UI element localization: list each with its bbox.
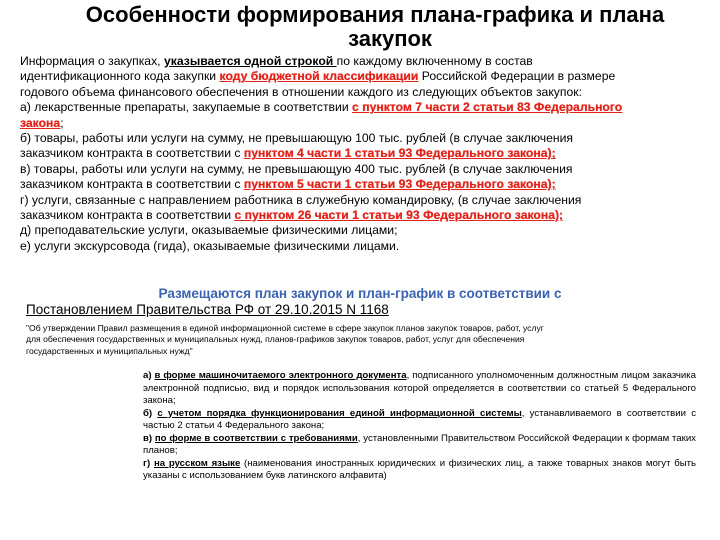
law-link-p4[interactable]: пунктом 4 части 1 статьи 93 Федерального закона); — [243, 146, 556, 161]
law-link-p26[interactable]: с пунктом 26 части 1 статьи 93 Федерального закона); — [234, 208, 564, 223]
intro-text: идентификационного кода закупки — [20, 69, 220, 84]
requirement-d-text: (наименования иностранных юридических и физических лиц, а также товарных знаков могут быть указаны с использованием букв латинского алфавита) — [143, 457, 697, 481]
one-line-emphasis: указывается одной строкой — [163, 54, 337, 68]
requirement-b-emphasis: с учетом порядка функционирования единой информационной системы — [157, 407, 522, 419]
intro-text: Информация о закупках, — [20, 54, 164, 68]
item-d-line-1: г) услуги, связанные с направлением работника в служебную командировку, (в случае заключения — [20, 192, 582, 207]
law-link-art83-cont[interactable]: закона — [20, 115, 61, 130]
intro-text: Российской Федерации в размере — [418, 69, 616, 84]
requirement-a-emphasis: в форме машиночитаемого электронного документа — [154, 370, 407, 381]
requirements-list — [143, 370, 696, 483]
budget-code-link[interactable]: коду бюджетной классификации — [219, 69, 419, 84]
item-a-line-1 — [20, 100, 710, 115]
item-a-text: а) лекарственные препараты, закупаемые в соответствии — [20, 100, 353, 115]
item-a-line-2 — [20, 116, 710, 131]
requirement-c-text: , установленными Правительством Российской Федерации к формам таких планов; — [143, 432, 696, 456]
intro-line-2 — [20, 69, 710, 84]
item-e-line: д) преподавательские услуги, оказываемые физическими лицами; — [20, 223, 398, 238]
item-a-end: ; — [60, 115, 64, 130]
requirement-c-emphasis: по форме в соответствии с требованиями — [154, 432, 358, 444]
item-d-line-2 — [20, 208, 710, 223]
requirement-b-label: б) — [143, 407, 158, 419]
requirement-d-emphasis: на русском языке — [153, 457, 241, 469]
requirement-b-text: , устанавливаемого в соответствии с частью 2 статьи 4 Федерального закона; — [143, 407, 696, 431]
placement-heading — [20, 286, 710, 318]
intro-text: по каждому включенному в состав — [336, 54, 533, 68]
quote-line-3: государственных и муниципальных нужд" — [26, 345, 193, 356]
item-b-line-2 — [20, 146, 710, 161]
law-link-p5[interactable]: пунктом 5 части 1 статьи 93 Федерального закона); — [243, 177, 556, 192]
requirement-a — [143, 370, 696, 408]
requirement-d — [143, 458, 696, 483]
requirement-c — [143, 433, 696, 458]
page-title-line-2: закупок — [348, 26, 432, 51]
page-title-line-1: Особенности формирования плана-графика и плана — [85, 2, 665, 27]
item-f-line: е) услуги экскурсовода (гида), оказываемые физическими лицами. — [20, 238, 400, 253]
intro-line-3: годового объема финансового обеспечения в отношении каждого из следующих объектов закупок: — [20, 84, 582, 99]
decree-reference: Постановлением Правительства РФ от 29.10.2015 N 1168 — [26, 302, 389, 317]
decree-title-quote — [26, 323, 706, 357]
quote-line-2: для обеспечения государственных и муниципальных нужд, планов-графиков закупок товаров, работ, услуг для обеспечения — [26, 334, 525, 345]
item-c-line-2 — [20, 177, 710, 192]
requirement-a-label: а) — [143, 370, 155, 381]
intro-line-1 — [20, 54, 710, 69]
requirement-c-label: в) — [143, 432, 155, 444]
item-b-text: заказчиком контракта в соответствии с — [20, 146, 244, 161]
requirement-d-label: г) — [143, 457, 154, 469]
item-d-text: заказчиком контракта в соответствии — [20, 208, 235, 223]
placement-heading-text: Размещаются план закупок и план-график в соответствии с — [158, 286, 562, 301]
requirement-b — [143, 408, 696, 433]
item-c-text: заказчиком контракта в соответствии с — [20, 177, 244, 192]
law-link-art83[interactable]: с пунктом 7 части 2 статьи 83 Федерального — [352, 100, 623, 115]
quote-line-1: "Об утверждении Правил размещения в единой информационной системе в сфере закупок планов закупок товаров, работ, услуг — [26, 323, 544, 333]
item-b-line-1: б) товары, работы или услуги на сумму, не превышающую 100 тыс. рублей (в случае заключения — [20, 131, 574, 146]
item-c-line-1: в) товары, работы или услуги на сумму, не превышающую 400 тыс. рублей (в случае заключения — [20, 161, 573, 176]
intro-paragraph — [20, 54, 710, 254]
requirement-a-text: , подписанного уполномоченным должностным лицом заказчика электронной подписью, вид и порядок использования которой определяется в соответствии со статьей 5 Федерального закона; — [143, 370, 697, 406]
page-title — [0, 3, 720, 51]
